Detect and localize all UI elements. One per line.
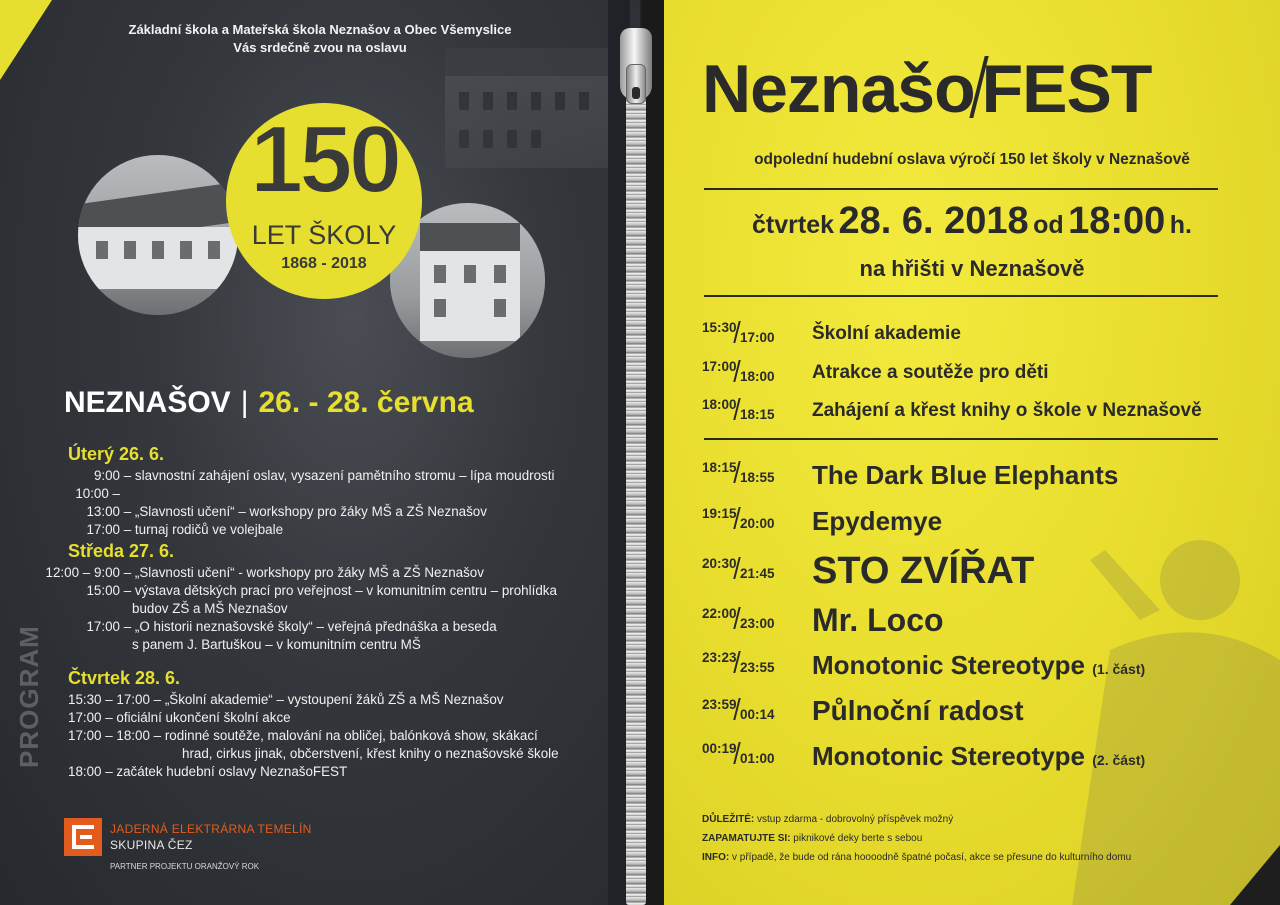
zipper-pull-icon	[626, 64, 646, 104]
program-item: 15:00 – výstava dětských prací pro veřejnost – v komunitním centru – prohlídka	[86, 583, 557, 598]
program-item: 17:00 – „O historii neznašovské školy“ – veřejná přednáška a beseda	[86, 619, 497, 634]
program-item-cont: hrad, cirkus jinak, občerstvení, křest knihy o neznašovské škole	[182, 746, 559, 761]
cez-logo-icon	[64, 818, 102, 856]
place-dates: 26. - 28. června	[258, 386, 474, 419]
event-venue: na hřišti v Neznašově	[859, 256, 1085, 281]
program-item-cont: s panem J. Bartuškou – v komunitním centru MŠ	[132, 637, 421, 652]
organizer-line: Základní škola a Mateřská škola Neznašov a Obec Všemyslice	[128, 22, 512, 37]
note-info: INFO: v případě, že bude od rána hoooodně špatné počasí, akce se přesune do kulturního domu	[702, 852, 1132, 863]
invitation-line: Vás srdečně zvou na oslavu	[233, 40, 407, 55]
background-building	[445, 48, 620, 168]
program-item: 18:00 – začátek hudební oslavy NeznašoFEST	[68, 764, 348, 779]
day-title: Úterý 26. 6.	[68, 444, 165, 464]
place-and-dates	[64, 386, 474, 420]
divider	[704, 438, 1218, 440]
anniversary-label: LET ŠKOLY	[251, 220, 397, 250]
program-item: 9:00 – 12:00 – „Slavnosti učení“ - workshopy pro žáky MŠ a ZŠ Neznašov	[45, 565, 484, 580]
program-day-3	[68, 668, 628, 781]
divider	[704, 295, 1218, 297]
program-day-2	[45, 541, 628, 654]
day-title: Čtvrtek 28. 6.	[68, 668, 181, 688]
divider	[704, 188, 1218, 190]
zipper-teeth	[626, 60, 646, 905]
program-item-cont: budov ZŠ a MŠ Neznašov	[132, 601, 288, 616]
place-city: NEZNAŠOV	[64, 386, 231, 419]
program-item: 17:00 – oficiální ukončení školní akce	[68, 710, 291, 725]
note-remember: ZAPAMATUJTE SI: piknikové deky berte s sebou	[702, 833, 923, 844]
notes	[702, 810, 1272, 867]
program-item: 17:00 – turnaj rodičů ve volejbale	[86, 522, 284, 537]
sponsor-line-3: PARTNER PROJEKTU ORANŽOVÝ ROK	[110, 862, 260, 871]
sponsor-line-1: JADERNÁ ELEKTRÁRNA TEMELÍN	[110, 822, 312, 836]
program-side-label: PROGRAM	[14, 625, 44, 768]
anniversary-number: 150	[249, 106, 399, 213]
anniversary-badge	[226, 103, 422, 299]
program-item: 17:00 – 18:00 – rodinné soutěže, malování na obličej, balónková show, skákací	[68, 728, 538, 743]
day-title: Středa 27. 6.	[68, 541, 175, 561]
anniversary-years: 1868 - 2018	[281, 255, 367, 272]
program-day-1	[68, 444, 628, 539]
fest-subtitle: odpolední hudební oslava výročí 150 let školy v Neznašově	[754, 151, 1190, 168]
event-date: čtvrtek 28. 6. 2018 od 18:00 h.	[752, 200, 1192, 242]
zipper-divider	[604, 0, 668, 905]
sponsor-line-2: SKUPINA ČEZ	[110, 838, 193, 852]
fest-title: Neznašo FEST	[702, 51, 1152, 127]
program-item: 9:00 – slavnostní zahájení oslav, vysazení pamětního stromu – lípa moudrosti	[93, 468, 555, 483]
program-item: 15:30 – 17:00 – „Školní akademie“ – vystoupení žáků ZŠ a MŠ Neznašov	[68, 692, 504, 707]
right-panel: Neznašo FEST odpolední hudební oslava výročí 150 let školy v Neznašově čtvrtek 28. 6. 2018 od 18:00 h. na hřišti v Neznašově 15:30 17:00 Školní akademie 17:00 18:00 Atrakce a soutěže pro děti 18:00 18:15 Zahájení a křest knihy o škole v Neznašově 18:15 18:55 The Dark Blue Elephants 19:15 20:00 Epydemye 20:30 21:45 STO ZVÍŘAT 22:00 23:00 Mr. Loco 23:23 23:55 Monotonic Stereotype (1. část) 23:59 00:14 Půlnoční radost 00:19 01:00 Monotonic Stereotype (2. část) DŮLEŽITÉ: vstup zdarma - dobrovolný příspěvek možný ZAPAMATUJTE SI: piknikové deky berte s sebou INFO: v případě, že bude od rána hoooodně špatné počasí, akce se přesune do kulturního domu	[664, 0, 1280, 905]
place-separator: |	[240, 386, 249, 419]
note-important: DŮLEŽITÉ: vstup zdarma - dobrovolný příspěvek možný	[702, 814, 954, 825]
program-item: 10:00 – 13:00 – „Slavnosti učení“ – workshopy pro žáky MŠ a ZŠ Neznašov	[75, 486, 487, 519]
